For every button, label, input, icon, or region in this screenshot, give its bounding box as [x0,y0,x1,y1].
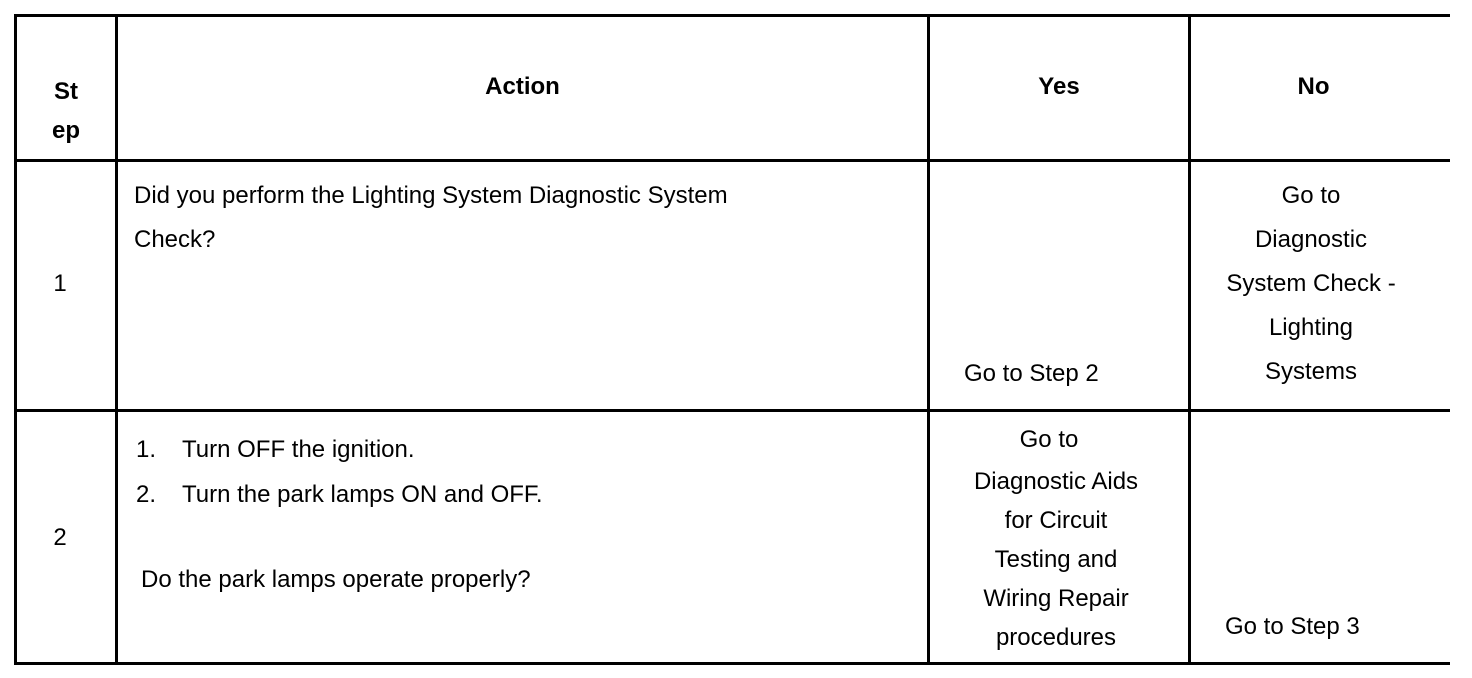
header-action: Action [485,73,560,100]
row-1-no-line: Diagnostic [1254,226,1368,253]
row-1-action-line: Did you perform the Lighting System Diagnostic System [134,182,728,209]
header-no: No [1297,73,1330,100]
row-2-yes-line: Wiring Repair [983,585,1129,612]
row-2-yes-line: Testing and [994,546,1118,573]
row-2-action-list-item [136,436,415,464]
row-2-yes-line: procedures [995,624,1117,651]
header-yes: Yes [1038,73,1080,100]
row-2-no: Go to Step 3 [1225,613,1360,640]
row-1-no-line: Lighting [1268,314,1354,341]
row-1-action [134,174,728,262]
row-1-step: 1 [53,270,67,297]
row-2-action-list-item [136,481,543,509]
row-1-action-line: Check? [134,226,216,253]
list-item-number: 2. [136,481,157,508]
row-2-yes-line: Go to [1019,426,1079,453]
header-divider [14,159,1450,162]
header-step-line: St [54,78,78,105]
row-1-no-line: Go to [1281,182,1341,209]
header-step [17,72,115,150]
row-2-yes [930,420,1182,657]
row-2-step: 2 [53,524,67,551]
row-divider [14,409,1450,412]
row-2-action-question: Do the park lamps operate properly? [141,566,531,593]
header-step-line: ep [51,117,80,144]
row-1-yes: Go to Step 2 [964,360,1099,387]
list-item-number: 1. [136,436,157,463]
row-1-no [1191,174,1431,394]
row-1-no-line: System Check - [1226,270,1396,297]
table-border-top [14,14,1450,17]
row-2-yes-line: for Circuit [1004,507,1108,534]
list-item-text: Turn the park lamps ON and OFF. [182,481,543,508]
row-1-no-line: Systems [1264,358,1357,385]
column-divider-step [115,14,118,665]
table-border-bottom [14,662,1450,665]
diagnostic-table [14,14,1450,666]
row-2-yes-line: Diagnostic Aids [973,468,1139,495]
list-item-text: Turn OFF the ignition. [182,436,415,463]
